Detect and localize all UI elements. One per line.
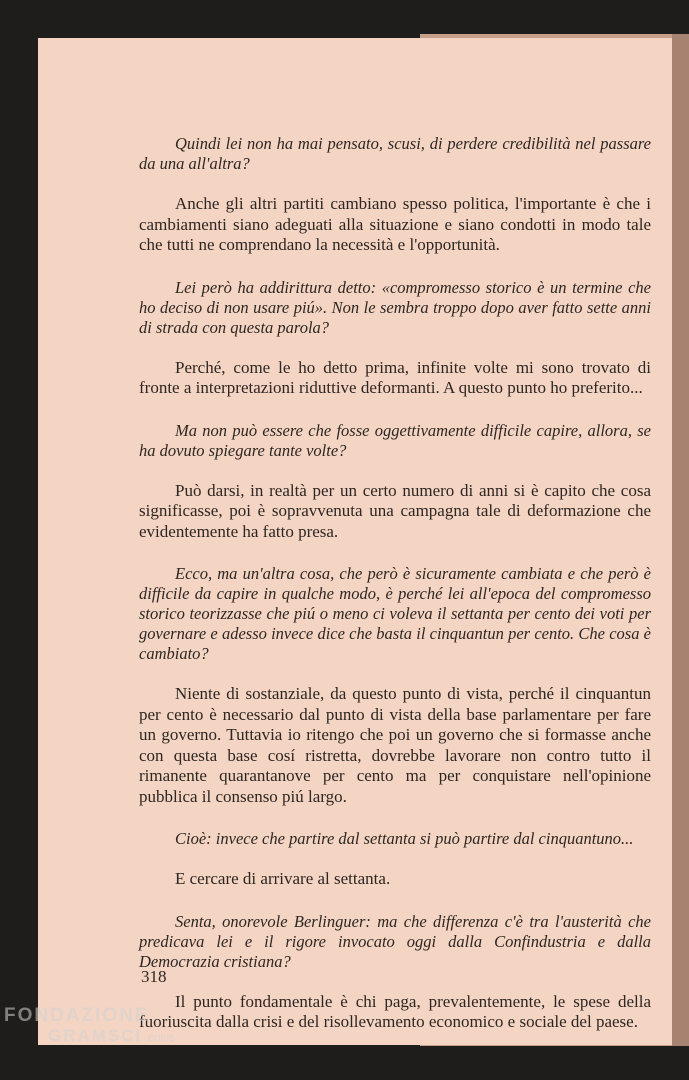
- watermark-suffix: onlus: [148, 1032, 175, 1044]
- page-number: 318: [141, 967, 167, 986]
- answer-paragraph: Il punto fondamentale è chi paga, prevalentemente, le spese della fuoriuscita dalla crisi e del risollevamento economico e sociale del paese.: [139, 991, 651, 1031]
- question-paragraph: Cioè: invece che partire dal settanta si può partire dal cinquantuno...: [175, 829, 634, 848]
- watermark-logo: [4, 1006, 175, 1048]
- question-paragraph: Quindi lei non ha mai pensato, scusi, di perdere credibilità nel passare da una all'altra?: [139, 134, 651, 173]
- interview-text: [139, 134, 651, 1055]
- book-edge: [672, 34, 689, 1046]
- question-paragraph: Ecco, ma un'altra cosa, che però è sicuramente cambiata e che però è difficile da capire in qualche modo, è perché lei all'epoca del compromesso storico teorizzasse che piú o meno ci voleva il settanta per cento dei voti per governare e adesso invece dice che basta il cinquantun per cento. Che cosa è cambiato?: [139, 564, 651, 663]
- question-paragraph: Lei però ha addirittura detto: «compromesso storico è un termine che ho deciso di non usare piú». Non le sembra troppo dopo aver fatto sette anni di strada con questa parola?: [139, 277, 651, 337]
- answer-paragraph: Può darsi, in realtà per un certo numero di anni si è capito che cosa significasse, poi è sopravvenuta una campagna tale di deformazione che evidentemente ha fatto presa.: [139, 480, 651, 541]
- watermark-line2-text: GRAMSCI: [48, 1026, 143, 1045]
- watermark-line1: FONDAZIONE: [4, 1005, 150, 1026]
- answer-paragraph: Perché, come le ho detto prima, infinite volte mi sono trovato di fronte a interpretazioni riduttive deformanti. A questo punto ho preferito...: [139, 357, 651, 397]
- watermark-line2: [4, 1026, 175, 1048]
- question-paragraph: Senta, onorevole Berlinguer: ma che differenza c'è tra l'austerità che predicava lei e il rigore invocato oggi dalla Confindustria e dalla Democrazia cristiana?: [139, 911, 651, 971]
- answer-paragraph: Anche gli altri partiti cambiano spesso politica, l'importante è che i cambiamenti siano adeguati alla situazione e siano condotti in modo tale che tutti ne comprendano la necessità e l'opportunità.: [139, 194, 651, 254]
- answer-paragraph: E cercare di arrivare al settanta.: [175, 869, 391, 888]
- question-paragraph: Ma non può essere che fosse oggettivamente difficile capire, allora, se ha dovuto spiegare tante volte?: [139, 420, 651, 460]
- answer-paragraph: Niente di sostanziale, da questo punto di vista, perché il cinquantun per cento è necessario dal punto di vista della base parlamentare per fare un governo. Tuttavia io ritengo che poi un governo che si formasse anche con questa base cosí ristretta, dovrebbe lavorare non contro tutto il rimanente quarantanove per cento ma per conquistare nell'opinione pubblica il consenso piú largo.: [139, 684, 651, 806]
